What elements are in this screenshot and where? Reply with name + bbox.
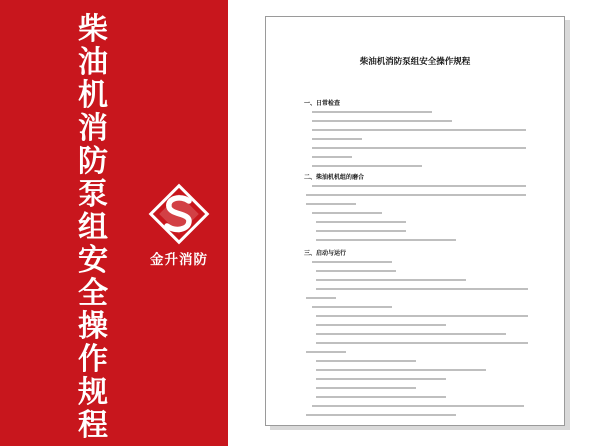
text-line (312, 138, 362, 140)
text-line (312, 185, 526, 187)
text-line (316, 288, 528, 290)
text-line (312, 156, 352, 158)
text-line (312, 306, 392, 308)
title-char: 操 (78, 309, 108, 344)
title-char: 泵 (78, 177, 108, 212)
jinsheng-s-logo-icon (133, 182, 225, 246)
text-line (306, 203, 356, 205)
text-line (306, 351, 346, 353)
text-line (316, 387, 416, 389)
text-line (316, 279, 466, 281)
text-line (316, 342, 528, 344)
title-char: 防 (78, 144, 108, 179)
text-line (316, 333, 506, 335)
title-char: 组 (78, 210, 108, 245)
section-heading: 二、柴油机机组的磨合 (304, 174, 365, 181)
text-line (316, 369, 486, 371)
company-name: 金升消防 (150, 252, 208, 268)
title-char: 作 (78, 342, 108, 377)
document-title: 柴油机消防泵组安全操作规程 (359, 57, 471, 67)
text-line (316, 221, 406, 223)
section-heading: 一、日常检查 (304, 100, 341, 107)
document-page (265, 16, 565, 426)
text-line (316, 230, 406, 232)
title-char: 规 (78, 375, 108, 410)
title-banner (0, 0, 228, 446)
vertical-page-title (70, 14, 116, 442)
title-char: 机 (78, 78, 108, 113)
title-char: 全 (78, 276, 108, 311)
text-line (306, 414, 456, 416)
company-logo (133, 182, 225, 266)
title-char: 程 (78, 408, 108, 443)
section-heading: 三、启动与运行 (304, 250, 347, 257)
title-char: 消 (78, 111, 108, 146)
text-line (312, 129, 526, 131)
text-line (316, 324, 446, 326)
text-line (312, 165, 422, 167)
text-line (312, 261, 392, 263)
text-line (306, 297, 336, 299)
title-char: 柴 (78, 12, 108, 47)
text-line (306, 194, 526, 196)
title-char: 安 (78, 243, 108, 278)
text-line (312, 212, 382, 214)
title-char: 油 (78, 45, 108, 80)
text-line (312, 120, 452, 122)
text-line (316, 315, 528, 317)
text-line (316, 270, 396, 272)
text-line (312, 111, 432, 113)
text-line (312, 405, 524, 407)
text-line (316, 378, 446, 380)
text-line (316, 360, 416, 362)
text-line (312, 147, 526, 149)
text-line (316, 396, 446, 398)
text-line (316, 239, 456, 241)
